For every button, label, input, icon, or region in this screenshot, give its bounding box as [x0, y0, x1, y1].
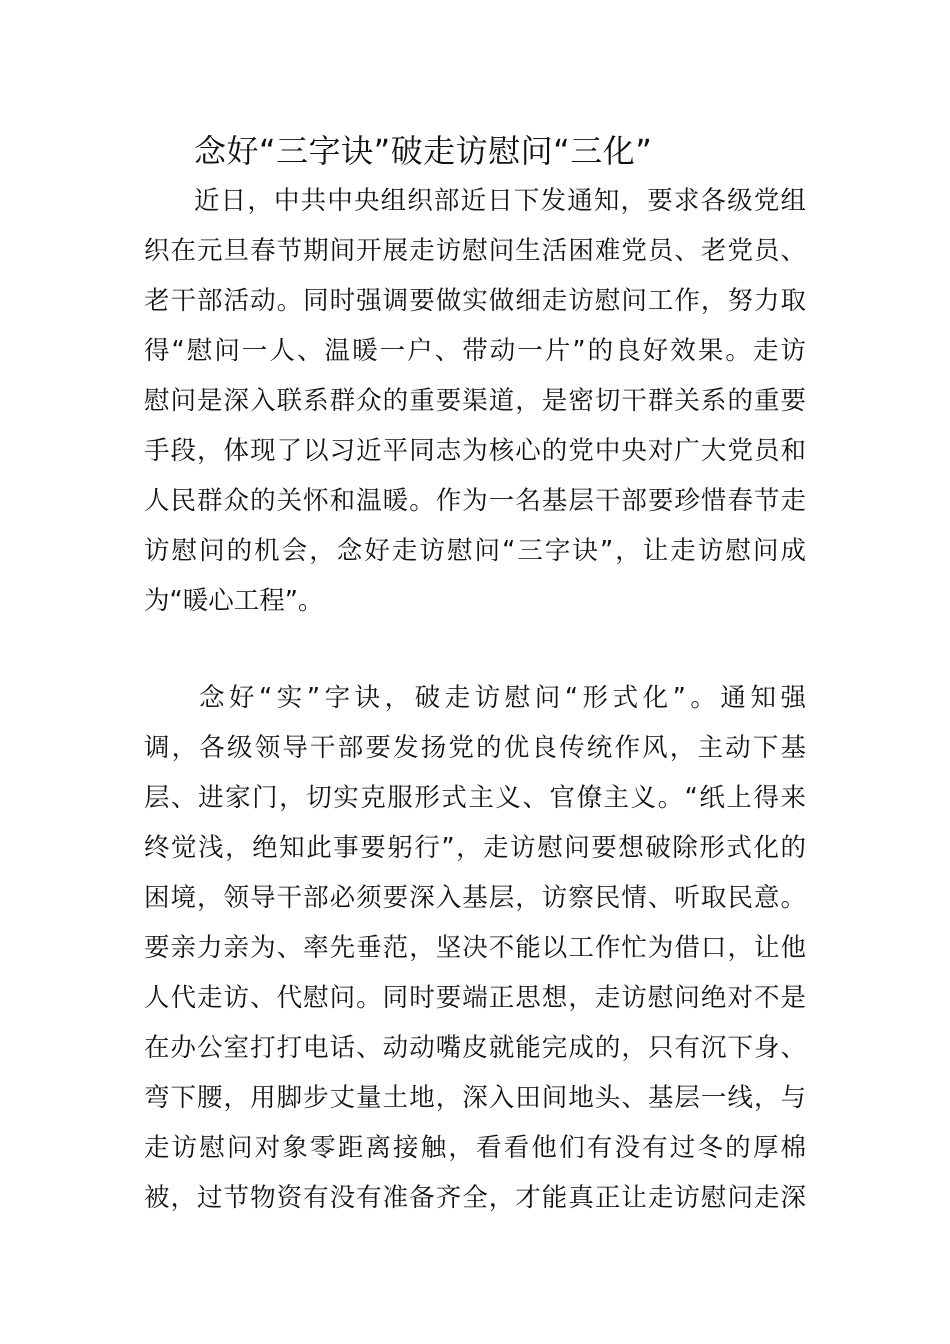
paragraph-2-line: 调，各级领导干部要发扬党的优良传统作风，主动下基 [144, 733, 806, 763]
paragraph-1-line: 老干部活动。同时强调要做实做细走访慰问工作，努力取 [144, 286, 806, 316]
paragraph-2-line: 人代走访、代慰问。同时要端正思想，走访慰问绝对不是 [144, 983, 806, 1013]
paragraph-2-line: 层、进家门，切实克服形式主义、官僚主义。“纸上得来 [144, 783, 806, 813]
paragraph-1-line: 人民群众的关怀和温暖。作为一名基层干部要珍惜春节走 [144, 486, 806, 516]
document-title: 念好“三字诀”破走访慰问“三化” [194, 132, 653, 170]
paragraph-2-line: 终觉浅，绝知此事要躬行”，走访慰问要想破除形式化的 [144, 833, 806, 863]
paragraph-2-line: 困境，领导干部必须要深入基层，访察民情、听取民意。 [144, 883, 806, 913]
paragraph-2-line: 走访慰问对象零距离接触，看看他们有没有过冬的厚棉 [144, 1133, 806, 1163]
paragraph-1-line: 慰问是深入联系群众的重要渠道，是密切干群关系的重要 [144, 386, 806, 416]
paragraph-1-line: 手段，体现了以习近平同志为核心的党中央对广大党员和 [144, 436, 806, 466]
paragraph-1-line: 得“慰问一人、温暖一户、带动一片”的良好效果。走访 [144, 336, 806, 366]
paragraph-2-line: 在办公室打打电话、动动嘴皮就能完成的，只有沉下身、 [144, 1033, 806, 1063]
paragraph-1-line: 织在元旦春节期间开展走访慰问生活困难党员、老党员、 [144, 236, 806, 266]
paragraph-1-line: 为“暖心工程”。 [144, 586, 324, 616]
paragraph-2-line: 被，过节物资有没有准备齐全，才能真正让走访慰问走深 [144, 1183, 806, 1213]
paragraph-1-line: 近日，中共中央组织部近日下发通知，要求各级党组 [194, 186, 806, 216]
paragraph-2-line: 弯下腰，用脚步丈量土地，深入田间地头、基层一线，与 [144, 1083, 806, 1113]
paragraph-1-line: 访慰问的机会，念好走访慰问“三字诀”，让走访慰问成 [144, 536, 806, 566]
paragraph-2-line: 要亲力亲为、率先垂范，坚决不能以工作忙为借口，让他 [144, 933, 806, 963]
paragraph-2-line: 念好“实”字诀，破走访慰问“形式化”。通知强 [199, 683, 806, 713]
